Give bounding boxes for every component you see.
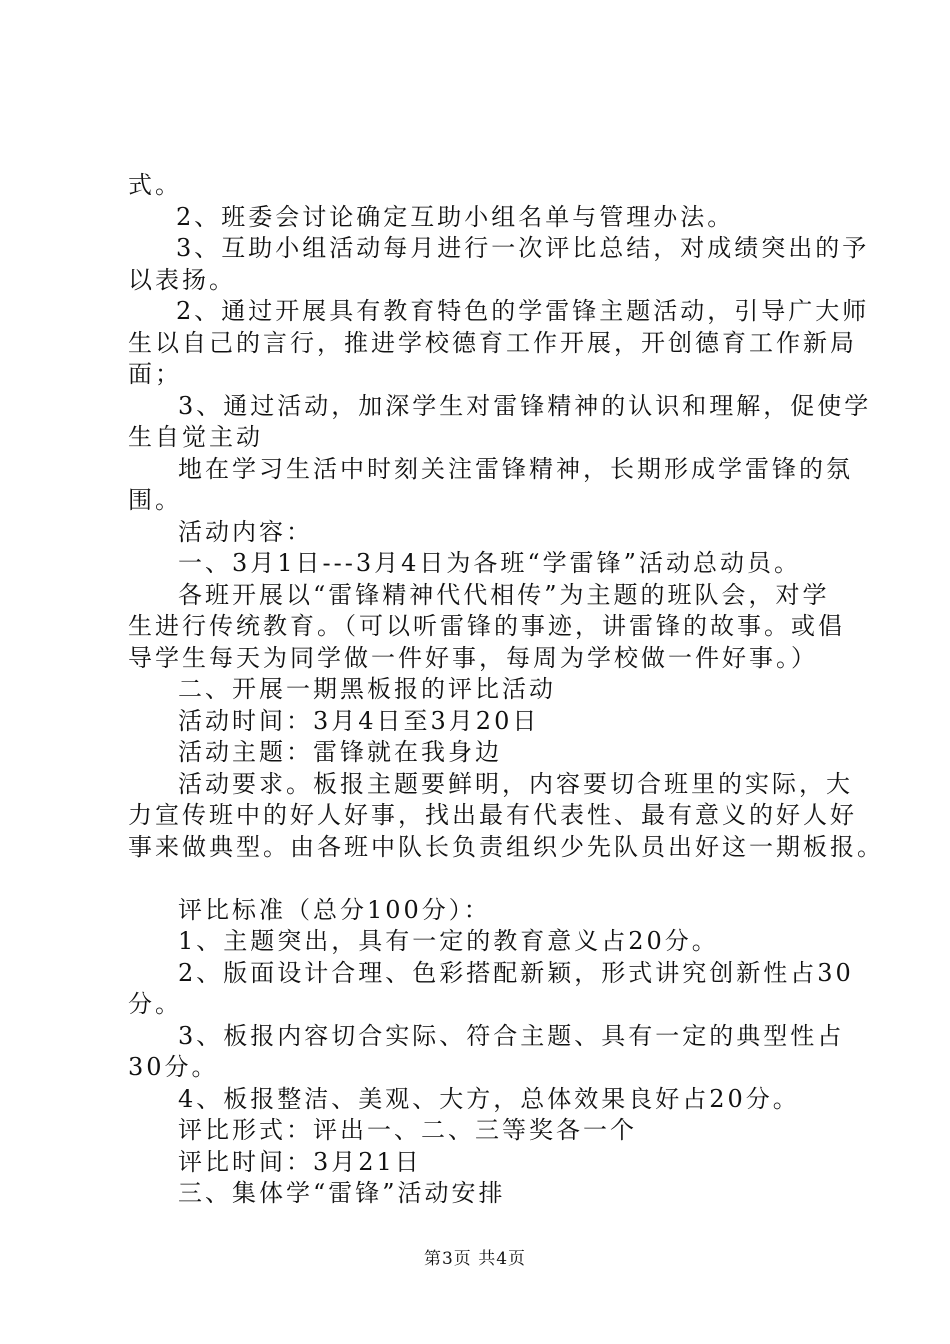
text-line: 式。 (128, 171, 182, 199)
text-line: 评比形式：评出一、二、三等奖各一个 (178, 1116, 637, 1144)
text-line: 生以自己的言行，推进学校德育工作开展，开创德育工作新局 (128, 328, 857, 357)
section-heading: 活动内容： (178, 517, 313, 546)
text-line: 以表扬。 (128, 265, 236, 294)
text-line: 各班开展以“雷锋精神代代相传”为主题的班队会，对学 (178, 580, 830, 609)
text-line: 3、板报内容切合实际、符合主题、具有一定的典型性占 (178, 1021, 845, 1050)
text-line: 1、主题突出，具有一定的教育意义占20分。 (178, 927, 719, 955)
section-heading: 三、集体学“雷锋”活动安排 (178, 1179, 506, 1207)
text-line: 3、互助小组活动每月进行一次评比总结，对成绩突出的予 (176, 234, 870, 262)
text-line: 生自觉主动 (128, 423, 263, 451)
text-line: 3、通过活动，加深学生对雷锋精神的认识和理解，促使学 (178, 391, 872, 420)
text-line: 事来做典型。由各班中队长负责组织少先队员出好这一期板报。 (128, 832, 884, 861)
text-line: 二、开展一期黑板报的评比活动 (178, 675, 556, 703)
text-line: 评比时间：3月21日 (178, 1147, 422, 1176)
text-line: 2、版面设计合理、色彩搭配新颖，形式讲究创新性占30 (178, 958, 854, 987)
text-line: 活动主题：雷锋就在我身边 (178, 738, 502, 766)
page-number-footer: 第3页 共4页 (423, 1249, 527, 1269)
text-line: 一、3月1日---3月4日为各班“学雷锋”活动总动员。 (178, 549, 801, 577)
text-line: 围。 (128, 486, 182, 514)
text-line: 导学生每天为同学做一件好事，每周为学校做一件好事。） (128, 643, 818, 672)
text-line: 地在学习生活中时刻关注雷锋精神，长期形成学雷锋的氛 (178, 454, 853, 483)
text-line: 30分。 (128, 1053, 219, 1081)
document-body (128, 170, 884, 1210)
text-line: 生进行传统教育。（可以听雷锋的事迹，讲雷锋的故事。或倡 (128, 612, 845, 640)
text-line: 活动要求。板报主题要鲜明，内容要切合班里的实际，大 (178, 769, 853, 798)
text-line: 2、通过开展具有教育特色的学雷锋主题活动，引导广大师 (176, 297, 870, 325)
text-line: 2、班委会讨论确定互助小组名单与管理办法。 (176, 202, 735, 231)
text-line: 力宣传班中的好人好事，找出最有代表性、最有意义的好人好 (128, 801, 857, 829)
text-line: 活动时间：3月4日至3月20日 (178, 706, 540, 735)
text-line: 分。 (128, 990, 182, 1018)
blank-line (128, 863, 838, 895)
text-line: 评比标准（总分100分）： (178, 895, 491, 924)
text-line: 面； (128, 360, 182, 388)
text-line: 4、板报整洁、美观、大方，总体效果良好占20分。 (178, 1084, 800, 1113)
